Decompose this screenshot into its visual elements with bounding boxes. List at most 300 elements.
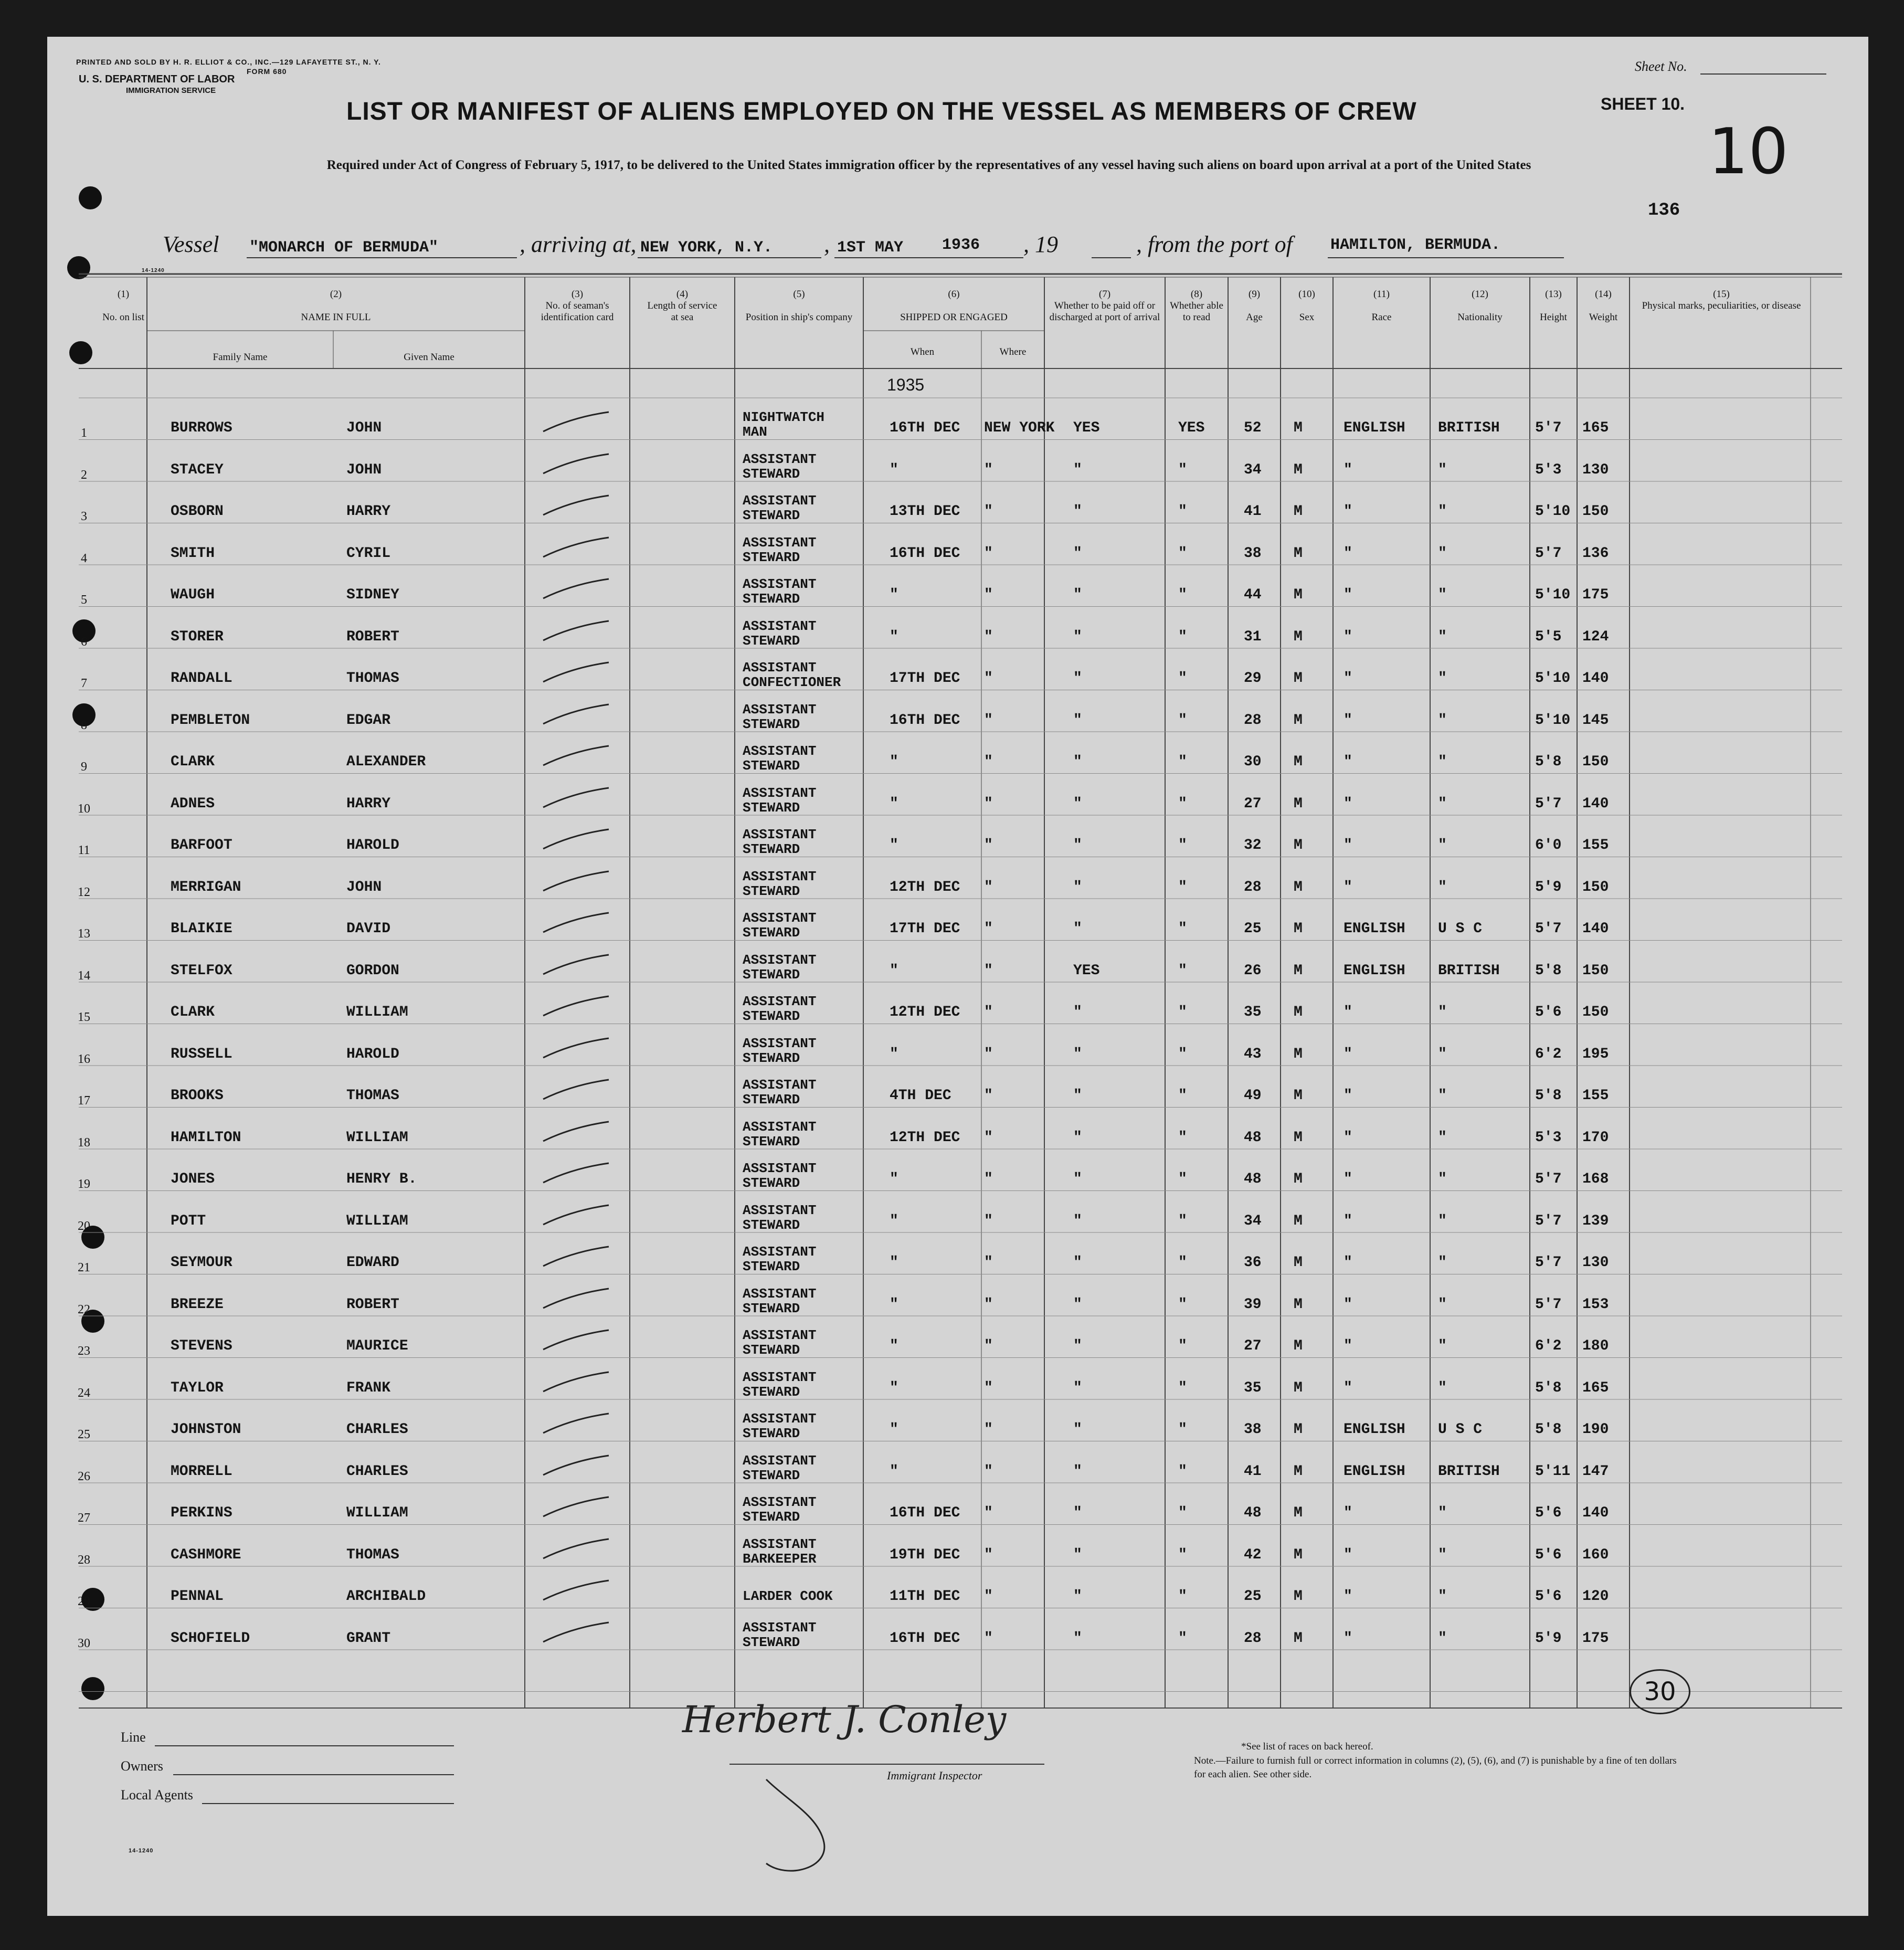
cell-position-line2: STEWARD (743, 1300, 800, 1316)
cell-family: ADNES (171, 795, 215, 812)
cell-weight: 140 (1582, 921, 1609, 937)
cell-read: " (1178, 1421, 1187, 1438)
cell-age: 36 (1244, 1255, 1262, 1271)
cell-family: CLARK (171, 754, 215, 770)
cell-weight: 175 (1582, 587, 1609, 603)
cell-position-line2: STEWARD (743, 1092, 800, 1108)
cell-no: 4 (81, 551, 87, 565)
id-card-check-mark (541, 702, 614, 728)
cell-read: " (1178, 712, 1187, 729)
cell-where: " (984, 1171, 993, 1187)
cell-age: 49 (1244, 1088, 1262, 1104)
cell-age: 32 (1244, 837, 1262, 853)
cell-nat: BRITISH (1438, 1463, 1500, 1480)
manifest-subtitle: Required under Act of Congress of February 5, 1917, to be delivered to the United States immigration officer by the representatives of any vessel having such aliens on board upon arrival at a port of the United States (326, 158, 1531, 172)
cell-nat: " (1438, 837, 1447, 853)
cell-height: 5'6 (1535, 1004, 1562, 1020)
from-port-label: , from the port of (1136, 231, 1293, 257)
id-card-check-mark (541, 1203, 614, 1229)
cell-sex: M (1294, 1088, 1303, 1104)
cell-age: 35 (1244, 1004, 1262, 1020)
cell-paid: " (1073, 1338, 1082, 1354)
cell-when: 19TH DEC (890, 1546, 960, 1563)
cell-position-line2: STEWARD (743, 1008, 800, 1024)
cell-given: ARCHIBALD (346, 1588, 426, 1605)
agents-blank (202, 1803, 454, 1804)
cell-height: 5'10 (1535, 503, 1571, 520)
cell-age: 42 (1244, 1546, 1262, 1563)
cell-sex: M (1294, 1588, 1303, 1605)
cell-position-line1: ASSISTANT (743, 1494, 817, 1510)
cell-height: 5'5 (1535, 628, 1562, 645)
cell-race: " (1344, 1129, 1352, 1146)
inspector-label: Immigrant Inspector (887, 1769, 982, 1782)
cell-no: 16 (78, 1052, 90, 1066)
cell-race: ENGLISH (1344, 420, 1405, 436)
cell-position-line2: CONFECTIONER (743, 674, 841, 690)
arriving-label: , arriving at, (520, 231, 637, 257)
cell-weight: 140 (1582, 670, 1609, 687)
cell-position-line1: ASSISTANT (743, 1619, 817, 1636)
cell-position-line2: STEWARD (743, 1217, 800, 1233)
cell-sex: M (1294, 879, 1303, 895)
agency-sub: IMMIGRATION SERVICE (126, 86, 216, 95)
cell-weight: 175 (1582, 1630, 1609, 1647)
cell-position-line2: STEWARD (743, 716, 800, 732)
cell-when: 16TH DEC (890, 712, 960, 729)
cell-no: 17 (78, 1094, 90, 1108)
cell-nat: " (1438, 1338, 1447, 1354)
id-card-check-mark (541, 1244, 614, 1270)
cell-family: PEMBLETON (171, 712, 250, 729)
cell-given: EDWARD (346, 1255, 399, 1271)
cell-no: 11 (78, 844, 90, 857)
cell-paid: " (1073, 795, 1082, 812)
cell-position-line1: ASSISTANT (743, 576, 817, 592)
id-card-check-mark (541, 1536, 614, 1563)
cell-paid: YES (1073, 962, 1100, 979)
cell-where: " (984, 1338, 993, 1354)
cell-height: 5'6 (1535, 1505, 1562, 1521)
cell-age: 28 (1244, 1630, 1262, 1647)
cell-no: 2 (81, 468, 87, 482)
cell-age: 41 (1244, 503, 1262, 520)
cell-position-line1: ASSISTANT (743, 743, 817, 759)
cell-age: 28 (1244, 879, 1262, 895)
cell-given: THOMAS (346, 1088, 399, 1104)
cell-height: 5'7 (1535, 1171, 1562, 1187)
cell-sex: M (1294, 1546, 1303, 1563)
cell-read: " (1178, 1004, 1187, 1020)
cell-nat: " (1438, 670, 1447, 687)
cell-age: 41 (1244, 1463, 1262, 1480)
owners-label: Owners (121, 1758, 163, 1774)
cell-height: 5'7 (1535, 921, 1562, 937)
cell-nat: " (1438, 1129, 1447, 1146)
cell-paid: " (1073, 628, 1082, 645)
id-card-check-mark (541, 1327, 614, 1354)
cell-paid: " (1073, 837, 1082, 853)
cell-race: ENGLISH (1344, 1463, 1405, 1480)
cell-sex: M (1294, 461, 1303, 478)
col-2-header: (2) NAME IN FULL (301, 289, 371, 323)
cell-where: " (984, 628, 993, 645)
cell-age: 44 (1244, 587, 1262, 603)
cell-paid: " (1073, 670, 1082, 687)
cell-position-line2: STEWARD (743, 1467, 800, 1483)
cell-paid: " (1073, 1588, 1082, 1605)
cell-family: JOHNSTON (171, 1421, 241, 1438)
cell-no: 28 (78, 1553, 90, 1567)
cell-family: SMITH (171, 545, 215, 562)
cell-weight: 124 (1582, 628, 1609, 645)
cell-height: 5'8 (1535, 962, 1562, 979)
cell-when: " (890, 628, 898, 645)
cell-paid: " (1073, 1046, 1082, 1062)
cell-nat: " (1438, 1630, 1447, 1647)
id-card-check-mark (541, 1620, 614, 1646)
cell-race: " (1344, 795, 1352, 812)
cell-position-line2: STEWARD (743, 883, 800, 899)
cell-family: POTT (171, 1213, 206, 1229)
comma: , (824, 231, 830, 257)
cell-height: 5'3 (1535, 1129, 1562, 1146)
cell-weight: 140 (1582, 795, 1609, 812)
cell-where: " (984, 1379, 993, 1396)
cell-where: " (984, 1213, 993, 1229)
cell-paid: " (1073, 712, 1082, 729)
cell-read: " (1178, 1505, 1187, 1521)
cell-read: " (1178, 754, 1187, 770)
col-3-header: (3) No. of seaman's identification card (541, 289, 614, 323)
cell-given: WILLIAM (346, 1004, 408, 1020)
cell-age: 30 (1244, 754, 1262, 770)
cell-nat: " (1438, 1046, 1447, 1062)
page-number: 136 (1648, 201, 1680, 220)
cell-height: 6'2 (1535, 1046, 1562, 1062)
cell-position-line1: ASSISTANT (743, 534, 817, 551)
cell-family: MORRELL (171, 1463, 232, 1480)
cell-race: " (1344, 1213, 1352, 1229)
cell-height: 5'7 (1535, 1213, 1562, 1229)
cell-when: 13TH DEC (890, 503, 960, 520)
cell-no: 9 (81, 760, 87, 774)
manifest-sheet (47, 37, 1868, 1916)
cell-position-line2: STEWARD (743, 633, 800, 649)
cell-position-line1: ASSISTANT (743, 785, 817, 801)
cell-when: " (890, 1171, 898, 1187)
cell-nat: " (1438, 1379, 1447, 1396)
cell-family: OSBORN (171, 503, 224, 520)
id-card-check-mark (541, 1286, 614, 1312)
cell-age: 39 (1244, 1296, 1262, 1313)
cell-nat: " (1438, 1255, 1447, 1271)
cell-read: " (1178, 1463, 1187, 1480)
cell-where: " (984, 962, 993, 979)
cell-nat: " (1438, 712, 1447, 729)
cell-read: " (1178, 628, 1187, 645)
col-13-header: (13) Height (1540, 289, 1567, 323)
cell-sex: M (1294, 1213, 1303, 1229)
cell-age: 29 (1244, 670, 1262, 687)
cell-family: RANDALL (171, 670, 232, 687)
cell-given: DAVID (346, 921, 391, 937)
cell-where: " (984, 795, 993, 812)
cell-position-line1: LARDER COOK (743, 1588, 833, 1604)
cell-paid: " (1073, 545, 1082, 562)
cell-family: HAMILTON (171, 1129, 241, 1146)
col-1-header: (1) No. on list (102, 289, 144, 323)
cell-where: " (984, 1296, 993, 1313)
cell-sex: M (1294, 921, 1303, 937)
cell-nat: " (1438, 1546, 1447, 1563)
cell-age: 27 (1244, 795, 1262, 812)
cell-read: " (1178, 1129, 1187, 1146)
cell-paid: " (1073, 1546, 1082, 1563)
cell-read: " (1178, 879, 1187, 895)
cell-where: " (984, 1463, 993, 1480)
cell-position-line1: ASSISTANT (743, 1285, 817, 1302)
cell-height: 6'2 (1535, 1338, 1562, 1354)
cell-when: 17TH DEC (890, 670, 960, 687)
cell-paid: " (1073, 921, 1082, 937)
inspector-signature: Herbert J. Conley (682, 1698, 1007, 1741)
cell-paid: " (1073, 1505, 1082, 1521)
arrival-date: 1ST MAY (837, 239, 904, 257)
cell-weight: 165 (1582, 1379, 1609, 1396)
cell-given: JOHN (346, 420, 382, 436)
id-card-check-mark (541, 493, 614, 519)
cell-age: 43 (1244, 1046, 1262, 1062)
sheet-typed: SHEET 10. (1601, 94, 1685, 113)
cell-family: BLAIKIE (171, 921, 232, 937)
cell-weight: 155 (1582, 1088, 1609, 1104)
cell-family: BREEZE (171, 1296, 224, 1313)
id-card-check-mark (541, 869, 614, 895)
cell-nat: " (1438, 1213, 1447, 1229)
cell-nat: " (1438, 628, 1447, 645)
cell-sex: M (1294, 1296, 1303, 1313)
footer-form-code: 14-1240 (129, 1848, 154, 1854)
cell-weight: 165 (1582, 420, 1609, 436)
cell-when: " (890, 1463, 898, 1480)
cell-where: " (984, 1255, 993, 1271)
cell-sex: M (1294, 837, 1303, 853)
cell-age: 48 (1244, 1171, 1262, 1187)
id-card-check-mark (541, 994, 614, 1020)
cell-age: 25 (1244, 921, 1262, 937)
cell-weight: 195 (1582, 1046, 1609, 1062)
cell-age: 38 (1244, 545, 1262, 562)
cell-family: JONES (171, 1171, 215, 1187)
cell-position-line1: ASSISTANT (743, 660, 817, 676)
vessel-name: "MONARCH OF BERMUDA" (249, 239, 439, 257)
family-name-header: Family Name (213, 352, 268, 363)
cell-weight: 170 (1582, 1129, 1609, 1146)
cell-weight: 139 (1582, 1213, 1609, 1229)
cell-no: 13 (78, 927, 90, 941)
cell-sex: M (1294, 795, 1303, 812)
cell-sex: M (1294, 1630, 1303, 1647)
cell-given: THOMAS (346, 1546, 399, 1563)
cell-where: " (984, 712, 993, 729)
cell-position-line1: ASSISTANT (743, 1536, 817, 1552)
col-14-header: (14) Weight (1589, 289, 1618, 323)
cell-no: 1 (81, 426, 87, 440)
cell-height: 5'6 (1535, 1546, 1562, 1563)
signature-line (729, 1764, 1044, 1765)
cell-family: CASHMORE (171, 1546, 241, 1563)
cell-when: 16TH DEC (890, 1505, 960, 1521)
cell-sex: M (1294, 1046, 1303, 1062)
cell-sex: M (1294, 754, 1303, 770)
cell-read: " (1178, 1088, 1187, 1104)
cell-race: " (1344, 1088, 1352, 1104)
cell-paid: YES (1073, 420, 1100, 436)
cell-nat: " (1438, 1004, 1447, 1020)
id-card-check-mark (541, 1036, 614, 1062)
cell-when: " (890, 795, 898, 812)
cell-height: 5'7 (1535, 1255, 1562, 1271)
cell-nat: BRITISH (1438, 962, 1500, 979)
cell-position-line1: ASSISTANT (743, 868, 817, 884)
cell-age: 28 (1244, 712, 1262, 729)
cell-position-line2: MAN (743, 424, 767, 440)
cell-no: 19 (78, 1177, 90, 1191)
cell-no: 5 (81, 593, 87, 607)
cell-race: " (1344, 461, 1352, 478)
cell-read: " (1178, 670, 1187, 687)
cell-weight: 153 (1582, 1296, 1609, 1313)
cell-read: " (1178, 1588, 1187, 1605)
cell-position-line1: ASSISTANT (743, 1077, 817, 1093)
cell-nat: " (1438, 754, 1447, 770)
cell-position-line2: STEWARD (743, 1384, 800, 1400)
cell-race: ENGLISH (1344, 1421, 1405, 1438)
races-note: *See list of races on back hereof. (1241, 1741, 1373, 1752)
sheet-handwritten: 10 (1708, 115, 1789, 188)
cell-race: " (1344, 1255, 1352, 1271)
cell-weight: 130 (1582, 461, 1609, 478)
cell-no: 22 (78, 1302, 90, 1316)
cell-no: 8 (81, 718, 87, 732)
cell-race: " (1344, 587, 1352, 603)
cell-position-line1: ASSISTANT (743, 1369, 817, 1385)
cell-given: HENRY B. (346, 1171, 417, 1187)
cell-nat: " (1438, 461, 1447, 478)
cell-height: 5'8 (1535, 1379, 1562, 1396)
cell-position-line2: STEWARD (743, 1342, 800, 1358)
cell-height: 5'8 (1535, 1088, 1562, 1104)
cell-weight: 150 (1582, 754, 1609, 770)
cell-paid: " (1073, 1421, 1082, 1438)
cell-weight: 136 (1582, 545, 1609, 562)
cell-height: 5'8 (1535, 754, 1562, 770)
cell-no: 6 (81, 635, 87, 649)
cell-sex: M (1294, 1338, 1303, 1354)
cell-sex: M (1294, 1463, 1303, 1480)
cell-where: " (984, 837, 993, 853)
cell-position-line2: STEWARD (743, 925, 800, 941)
cell-read: " (1178, 1255, 1187, 1271)
cell-position-line1: ASSISTANT (743, 910, 817, 926)
local-agents-label: Local Agents (121, 1787, 193, 1803)
cell-given: ROBERT (346, 1296, 399, 1313)
line-blank (155, 1745, 454, 1746)
id-card-check-mark (541, 1119, 614, 1145)
cell-no: 30 (78, 1636, 90, 1650)
cell-where: " (984, 1630, 993, 1647)
cell-given: ALEXANDER (346, 754, 426, 770)
cell-sex: M (1294, 1171, 1303, 1187)
col-12-header: (12) Nationality (1457, 289, 1503, 323)
cell-when: 16TH DEC (890, 1630, 960, 1647)
cell-position-line2: STEWARD (743, 1050, 800, 1066)
cell-nat: " (1438, 503, 1447, 520)
col-7-header: (7) Whether to be paid off or discharged at port of arrival (1049, 289, 1160, 323)
cell-nat: " (1438, 1505, 1447, 1521)
cell-position-line2: STEWARD (743, 466, 800, 482)
id-card-check-mark (541, 910, 614, 936)
cell-paid: " (1073, 1171, 1082, 1187)
cell-no: 23 (78, 1344, 90, 1358)
cell-sex: M (1294, 1004, 1303, 1020)
cell-height: 5'10 (1535, 712, 1571, 729)
cell-family: PENNAL (171, 1588, 224, 1605)
cell-sex: M (1294, 420, 1303, 436)
cell-family: TAYLOR (171, 1379, 224, 1396)
cell-nat: " (1438, 1588, 1447, 1605)
cell-read: " (1178, 1046, 1187, 1062)
cell-given: HARRY (346, 795, 391, 812)
cell-height: 5'7 (1535, 420, 1562, 436)
cell-race: " (1344, 670, 1352, 687)
cell-given: WILLIAM (346, 1505, 408, 1521)
cell-where: " (984, 1421, 993, 1438)
id-card-check-mark (541, 1494, 614, 1521)
cell-weight: 145 (1582, 712, 1609, 729)
cell-given: CHARLES (346, 1463, 408, 1480)
cell-position-line1: ASSISTANT (743, 618, 817, 634)
cell-position-line1: ASSISTANT (743, 701, 817, 718)
cell-given: FRANK (346, 1379, 391, 1396)
cell-family: PERKINS (171, 1505, 232, 1521)
cell-family: MERRIGAN (171, 879, 241, 895)
id-card-check-mark (541, 827, 614, 853)
id-card-check-mark (541, 409, 614, 436)
cell-race: " (1344, 1338, 1352, 1354)
cell-given: HARRY (346, 503, 391, 520)
cell-where: " (984, 1088, 993, 1104)
cell-where: " (984, 1129, 993, 1146)
cell-paid: " (1073, 1129, 1082, 1146)
sheet-no-label: Sheet No. (1635, 59, 1687, 74)
where-header: Where (999, 346, 1027, 357)
cell-race: " (1344, 1505, 1352, 1521)
cell-read: YES (1178, 420, 1205, 436)
year-note: 1935 (887, 375, 925, 394)
cell-race: " (1344, 1296, 1352, 1313)
cell-read: " (1178, 837, 1187, 853)
cell-given: ROBERT (346, 628, 399, 645)
cell-age: 25 (1244, 1588, 1262, 1605)
id-card-check-mark (541, 1411, 614, 1437)
cell-race: " (1344, 837, 1352, 853)
cell-weight: 168 (1582, 1171, 1609, 1187)
cell-position-line2: STEWARD (743, 841, 800, 857)
cell-race: " (1344, 1630, 1352, 1647)
cell-read: " (1178, 587, 1187, 603)
